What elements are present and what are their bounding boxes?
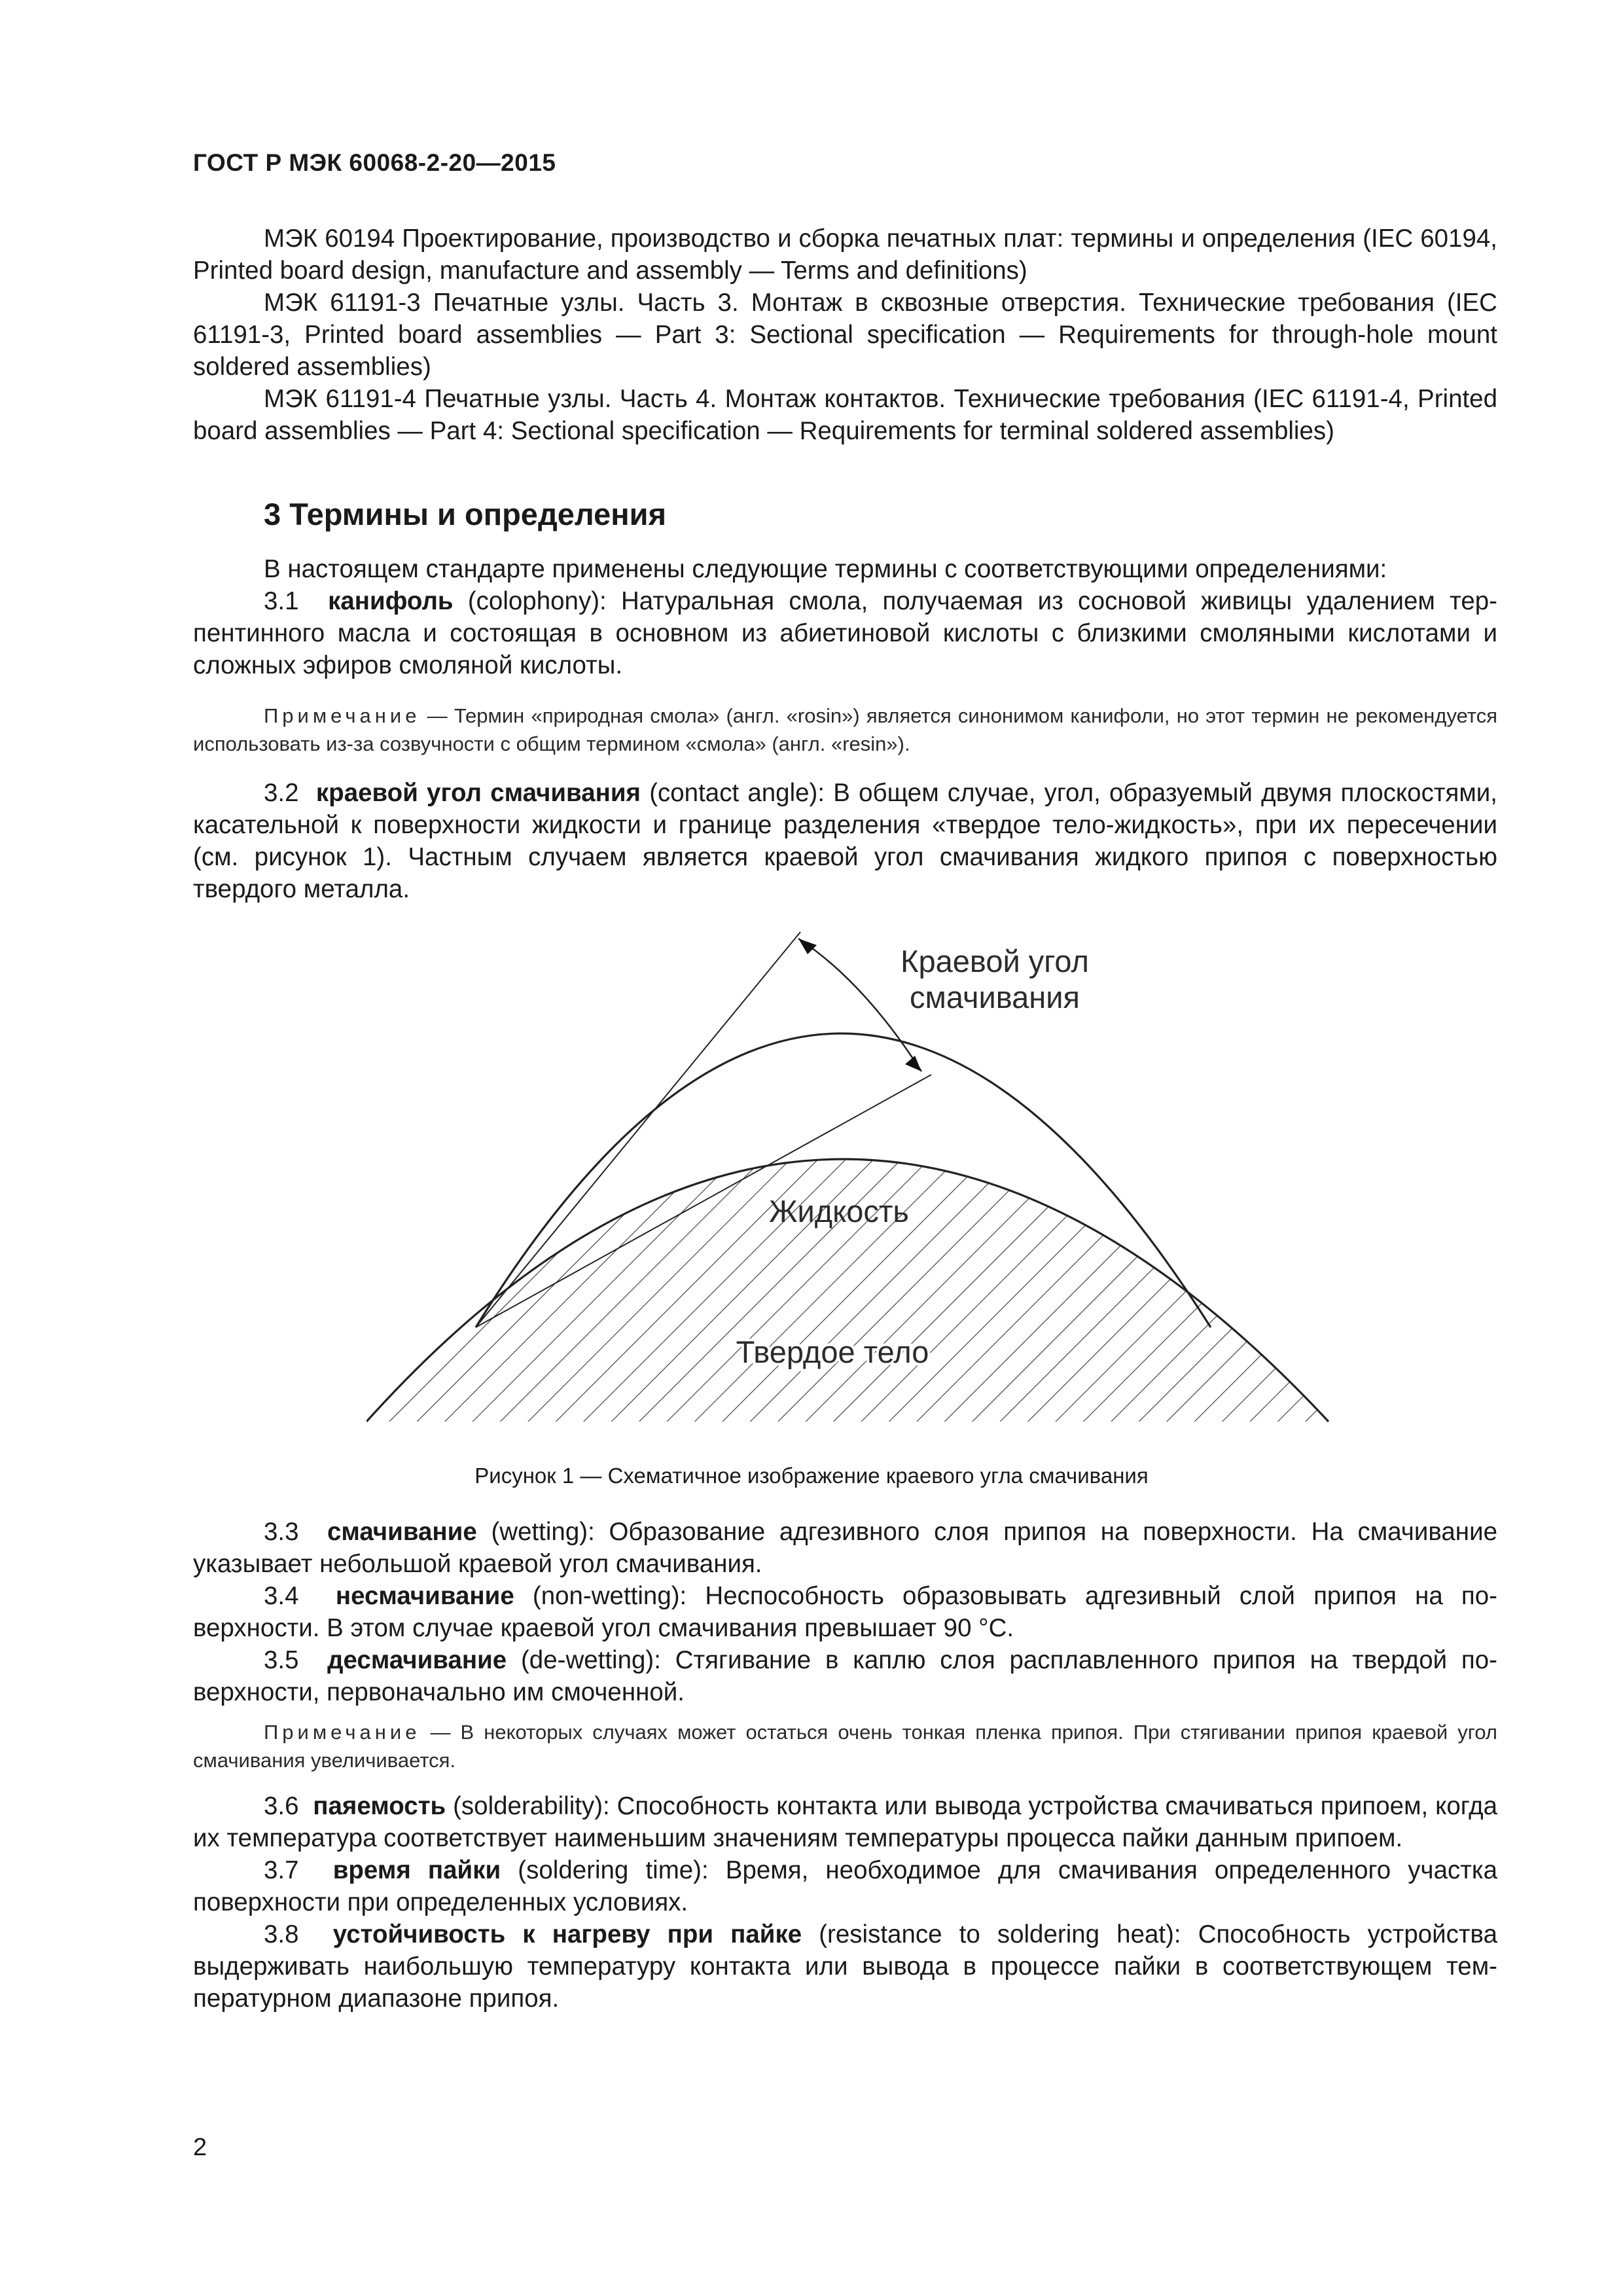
reference-item: МЭК 60194 Проектирование, производство и сборка печатных плат: термины и определения (IEC 60194, Printed board design, manufacture and assembly — Terms and definitions)	[193, 224, 1497, 285]
term-definition: (resistance to soldering heat): Способность устройства выдерживать наибольшую температуру контакта или вывода в процессе пайки в соответствующем температурном диапазоне припоя.	[193, 1920, 1497, 2013]
term-3-3	[193, 1516, 1497, 1580]
term-3-7	[193, 1854, 1497, 1918]
term-name: паяемость	[313, 1792, 446, 1820]
contact-angle-figure	[366, 916, 1348, 1446]
term-definition: (solderability): Способность контакта или вывода устройства смачиваться припоем, когда их температура соответствует наименьшим значениям температуры процесса пайки данным припоем.	[193, 1792, 1497, 1852]
normative-references	[193, 223, 1497, 447]
reference-item: МЭК 61191-4 Печатные узлы. Часть 4. Монтаж контактов. Технические требования (IEC 61191-4, Printed board assemblies — Part 4: Sectional specification — Requirements for terminal soldered assemblies)	[193, 385, 1497, 445]
term-3-8	[193, 1918, 1497, 2015]
liquid-label: Жидкость	[769, 1194, 909, 1229]
term-number: 3.8	[264, 1920, 299, 1948]
solid-label: Твердое тело	[736, 1335, 929, 1369]
term-3-4	[193, 1580, 1497, 1644]
term-number: 3.6	[264, 1792, 299, 1820]
terms-intro-block	[193, 553, 1497, 681]
note-text: — Термин «природная смола» (англ. «rosin») является синонимом канифоли, но этот термин не рекомендуется использовать из-за созвучности с общим термином «смола» (англ. «resin»).	[193, 704, 1497, 755]
term-number: 3.5	[264, 1646, 299, 1674]
term-3-6	[193, 1790, 1497, 1854]
angle-label: Краевой угол	[901, 944, 1089, 978]
term-3-5	[193, 1644, 1497, 1708]
terms-3-3-to-3-5	[193, 1516, 1497, 1708]
term-name: устойчивость к нагреву при пайке	[332, 1920, 802, 1948]
term-definition: (wetting): Образование адгезивного слоя припоя на поверхности. На смачивание указывает небольшой краевой угол смачивания.	[193, 1518, 1497, 1578]
term-name: канифоль	[328, 587, 454, 615]
term-name: время пайки	[332, 1856, 501, 1884]
note-label: Примечание	[264, 1721, 421, 1744]
term-3-2-block	[193, 777, 1497, 905]
term-number: 3.2	[264, 779, 299, 807]
term-number: 3.7	[264, 1856, 299, 1884]
term-number: 3.4	[264, 1582, 299, 1610]
term-number: 3.1	[264, 587, 299, 615]
section-title: 3 Термины и определения	[264, 497, 666, 531]
standard-header: ГОСТ Р МЭК 60068-2-20—2015	[193, 149, 556, 176]
term-number: 3.3	[264, 1518, 299, 1546]
term-definition: (de-wetting): Стягивание в каплю слоя расплавленного припоя на твердой поверхности, первоначально им смоченной.	[193, 1646, 1497, 1706]
arrow-head	[905, 1056, 921, 1071]
section-intro: В настоящем стандарте применены следующие термины с соответствующими определениями:	[264, 555, 1387, 583]
reference-item: МЭК 61191-3 Печатные узлы. Часть 3. Монтаж в сквозные отверстия. Технические требования (IEC 61191-3, Printed board assemblies — Part 3: Sectional specification — Requirements for through-hole mount soldered assemblies)	[193, 289, 1497, 381]
term-name: десмачивание	[327, 1646, 507, 1674]
arrow-head	[798, 939, 817, 954]
note-1	[193, 702, 1497, 758]
term-3-1	[193, 585, 1497, 681]
term-name: смачивание	[327, 1518, 477, 1546]
term-3-2	[193, 777, 1497, 905]
term-definition: (colophony): Натуральная смола, получаемая из сосновой живицы удалением терпентинного масла и состоящая в основном из абиетиновой кислоты с близкими смоляными кислотами и сложных эфиров смоляной кислоты.	[193, 587, 1497, 679]
term-definition: (soldering time): Время, необходимое для смачивания определенного участка поверхности при определенных условиях.	[193, 1856, 1497, 1916]
term-name: несмачивание	[335, 1582, 514, 1610]
angle-label: смачивания	[910, 980, 1080, 1014]
note-2	[193, 1718, 1497, 1774]
note-label: Примечание	[264, 704, 421, 727]
term-definition: (non-wetting): Неспособность образовывать адгезивный слой припоя на поверхности. В этом случае краевой угол смачивания превышает 90 °С.	[193, 1582, 1497, 1642]
terms-3-6-to-3-8	[193, 1790, 1497, 2015]
note-text: — В некоторых случаях может остаться очень тонкая пленка припоя. При стягивании припоя краевой угол смачивания увеличивается.	[193, 1721, 1497, 1772]
figure-caption: Рисунок 1 — Схематичное изображение краевого угла смачивания	[474, 1463, 1149, 1488]
term-definition: (contact angle): В общем случае, угол, образуемый двумя плоскостями, касательной к поверхности жидкости и границе разделения «твердое тело-жидкость», при их пересечении (см. рисунок 1). Частным случаем является краевой угол смачивания жидкого припоя с поверхностью твердого металла.	[193, 779, 1497, 903]
term-name: краевой угол смачивания	[315, 779, 641, 807]
page-number: 2	[193, 2134, 207, 2161]
